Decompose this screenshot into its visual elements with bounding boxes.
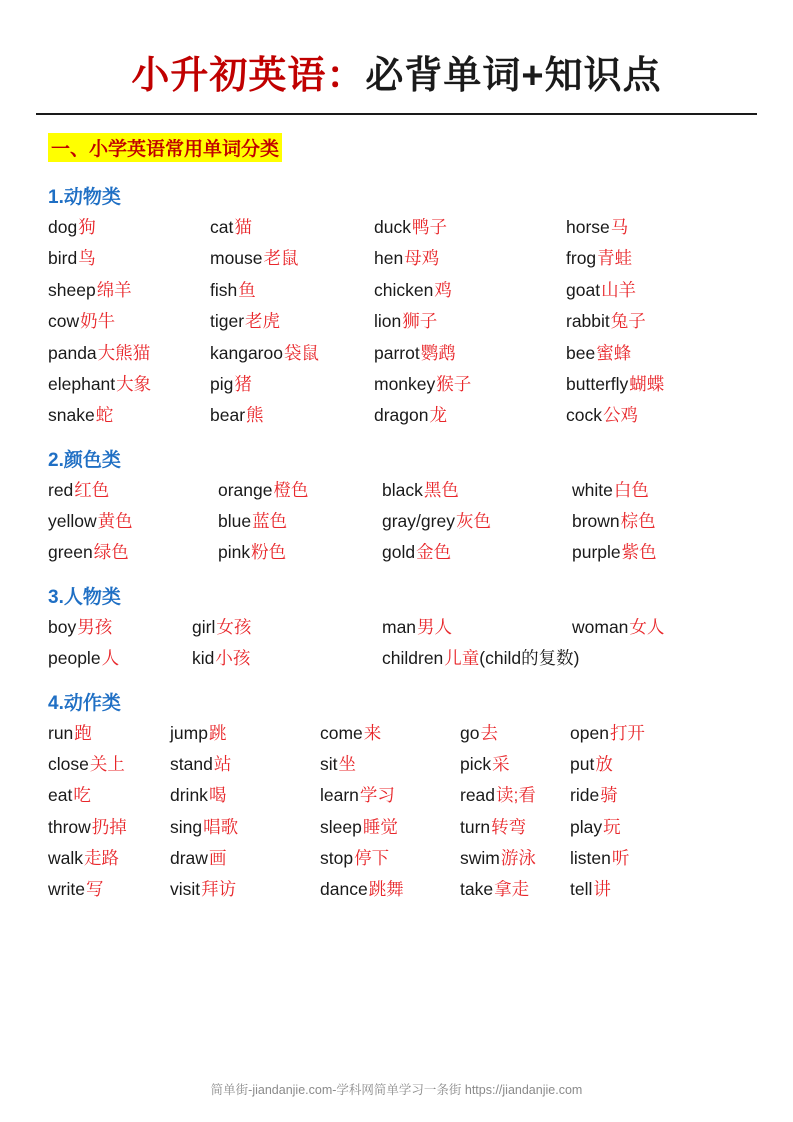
word-cn: 蜜蜂 bbox=[596, 342, 632, 363]
word-cn: 讲 bbox=[593, 879, 611, 900]
word-entry bbox=[48, 478, 218, 503]
word-cn: 吃 bbox=[73, 785, 91, 806]
word-entry bbox=[566, 403, 746, 428]
word-entry bbox=[382, 509, 572, 534]
word-en: eat bbox=[48, 785, 73, 806]
word-entry bbox=[48, 309, 210, 334]
word-en: take bbox=[460, 879, 494, 900]
word-cn: 老鼠 bbox=[263, 248, 299, 269]
word-en: stop bbox=[320, 848, 354, 868]
word-cn: 采 bbox=[492, 753, 510, 774]
word-cn: 人 bbox=[101, 648, 120, 669]
word-en: come bbox=[320, 722, 363, 743]
group-heading: 4.动作类 bbox=[48, 692, 121, 714]
word-cn: 蝴蝶 bbox=[629, 373, 665, 394]
word-cn: 猪 bbox=[234, 373, 252, 394]
word-cn: 鹦鹉 bbox=[420, 342, 456, 363]
word-cn: 读;看 bbox=[496, 785, 536, 806]
word-entry bbox=[170, 752, 320, 777]
word-entry bbox=[570, 815, 700, 840]
word-cn: 山羊 bbox=[601, 279, 637, 300]
word-cn: 写 bbox=[85, 879, 104, 900]
word-entry bbox=[48, 846, 170, 871]
word-entry bbox=[374, 341, 566, 366]
word-entry bbox=[374, 309, 566, 334]
word-cn: 蓝色 bbox=[252, 511, 288, 531]
word-entry bbox=[170, 721, 320, 746]
word-en: bird bbox=[48, 248, 78, 269]
word-entry bbox=[374, 246, 566, 271]
word-cn: 老虎 bbox=[245, 311, 281, 332]
word-entry bbox=[48, 372, 210, 397]
word-entry bbox=[170, 846, 320, 871]
title-divider bbox=[36, 113, 757, 115]
word-entry bbox=[320, 783, 460, 808]
word-entry bbox=[48, 815, 170, 840]
word-en: cat bbox=[210, 217, 234, 237]
word-cn: 去 bbox=[480, 722, 498, 743]
word-group bbox=[36, 582, 757, 672]
word-entry bbox=[48, 783, 170, 808]
word-row bbox=[48, 846, 757, 871]
word-cn: 兔子 bbox=[610, 311, 646, 332]
word-entry bbox=[570, 783, 700, 808]
group-rows bbox=[48, 615, 757, 672]
word-en: pig bbox=[210, 373, 234, 394]
word-row bbox=[48, 877, 757, 902]
word-en: kid bbox=[192, 648, 215, 669]
word-en: jump bbox=[170, 722, 208, 743]
word-cn: 橙色 bbox=[273, 479, 309, 500]
word-row bbox=[48, 615, 757, 640]
word-cn: 拜访 bbox=[201, 879, 237, 900]
word-cn: 玩 bbox=[603, 816, 621, 837]
word-en: fish bbox=[210, 279, 238, 300]
word-en: blue bbox=[218, 511, 252, 531]
word-entry bbox=[48, 615, 192, 640]
word-entry bbox=[382, 478, 572, 503]
word-entry bbox=[320, 815, 460, 840]
word-en: swim bbox=[460, 848, 500, 868]
word-entry bbox=[170, 815, 320, 840]
word-row bbox=[48, 372, 757, 397]
word-cn: 绵羊 bbox=[96, 279, 132, 300]
word-entry bbox=[572, 540, 752, 565]
word-en: walk bbox=[48, 848, 84, 868]
word-cn: 游泳 bbox=[500, 848, 536, 868]
word-entry bbox=[320, 752, 460, 777]
word-en: gold bbox=[382, 542, 416, 563]
word-entry bbox=[566, 372, 746, 397]
word-en: sing bbox=[170, 816, 203, 837]
word-entry bbox=[374, 278, 566, 303]
word-cn: 听 bbox=[611, 848, 630, 868]
word-cn: 跳 bbox=[208, 722, 227, 743]
word-cn: 鱼 bbox=[238, 279, 256, 300]
word-cn: 青蛙 bbox=[597, 248, 633, 269]
word-entry bbox=[572, 509, 752, 534]
word-cn: 跑 bbox=[74, 722, 92, 743]
word-en: sleep bbox=[320, 816, 362, 837]
word-cn: 公鸡 bbox=[602, 405, 638, 426]
word-entry bbox=[570, 721, 700, 746]
word-entry bbox=[320, 846, 460, 871]
word-en: panda bbox=[48, 342, 97, 363]
word-entry bbox=[460, 815, 570, 840]
word-en: kangaroo bbox=[210, 342, 283, 363]
word-cn: 来 bbox=[363, 722, 382, 743]
word-cn: 马 bbox=[610, 217, 629, 237]
word-row bbox=[48, 509, 757, 534]
word-entry bbox=[566, 309, 746, 334]
word-cn: 小孩 bbox=[215, 648, 251, 669]
word-row bbox=[48, 246, 757, 271]
word-cn: 打开 bbox=[609, 722, 645, 743]
word-en: dance bbox=[320, 879, 368, 900]
word-cn: 奶牛 bbox=[80, 311, 116, 332]
word-row bbox=[48, 752, 757, 777]
word-cn: 猫 bbox=[234, 217, 252, 237]
word-en: lion bbox=[374, 311, 402, 332]
word-entry bbox=[170, 783, 320, 808]
word-entry bbox=[210, 341, 374, 366]
word-en: pink bbox=[218, 542, 251, 563]
word-entry bbox=[48, 341, 210, 366]
page-title-red: 小升初英语： bbox=[131, 55, 366, 97]
word-en: play bbox=[570, 816, 603, 837]
word-entry bbox=[382, 615, 572, 640]
word-en: dragon bbox=[374, 405, 429, 426]
word-entry bbox=[374, 403, 566, 428]
word-en: mouse bbox=[210, 248, 263, 269]
word-cn: 棕色 bbox=[620, 511, 656, 531]
word-cn: 黑色 bbox=[423, 479, 459, 500]
word-en: cow bbox=[48, 311, 80, 332]
word-en: red bbox=[48, 479, 74, 500]
word-cn: 关上 bbox=[89, 753, 125, 774]
word-cn: 跳舞 bbox=[368, 879, 404, 900]
word-entry bbox=[48, 246, 210, 271]
word-en: learn bbox=[320, 785, 359, 806]
word-entry bbox=[460, 752, 570, 777]
word-entry bbox=[382, 646, 580, 671]
word-entry bbox=[48, 646, 192, 671]
word-cn: 蛇 bbox=[95, 405, 114, 426]
word-group bbox=[36, 182, 757, 429]
word-en: brown bbox=[572, 511, 620, 531]
word-groups bbox=[36, 182, 757, 903]
word-en: run bbox=[48, 722, 74, 743]
word-row bbox=[48, 540, 757, 565]
word-entry bbox=[210, 215, 374, 240]
word-en: black bbox=[382, 479, 423, 500]
word-entry bbox=[566, 246, 746, 271]
word-group bbox=[36, 445, 757, 566]
word-en: green bbox=[48, 542, 93, 563]
word-entry bbox=[48, 752, 170, 777]
word-row bbox=[48, 215, 757, 240]
word-en: frog bbox=[566, 248, 597, 269]
word-en: rabbit bbox=[566, 311, 610, 332]
word-cn: 母鸡 bbox=[404, 248, 440, 269]
word-entry bbox=[460, 877, 570, 902]
section-heading: 一、小学英语常用单词分类 bbox=[48, 133, 282, 162]
word-entry bbox=[218, 478, 382, 503]
word-en: boy bbox=[48, 616, 77, 637]
word-en: parrot bbox=[374, 342, 420, 363]
word-entry bbox=[374, 372, 566, 397]
word-row bbox=[48, 646, 757, 671]
group-rows bbox=[48, 478, 757, 566]
word-row bbox=[48, 815, 757, 840]
word-entry bbox=[48, 540, 218, 565]
word-entry bbox=[48, 278, 210, 303]
word-row bbox=[48, 341, 757, 366]
word-en: orange bbox=[218, 479, 273, 500]
word-entry bbox=[460, 783, 570, 808]
word-cn: 紫色 bbox=[621, 542, 657, 563]
word-en: close bbox=[48, 753, 89, 774]
word-en: pick bbox=[460, 753, 492, 774]
word-cn: 喝 bbox=[208, 785, 227, 806]
word-en: draw bbox=[170, 848, 208, 868]
word-entry bbox=[192, 646, 382, 671]
word-en: monkey bbox=[374, 373, 436, 394]
word-cn: 大象 bbox=[116, 373, 152, 394]
word-en: girl bbox=[192, 616, 216, 637]
word-entry bbox=[210, 246, 374, 271]
word-cn: 鸭子 bbox=[411, 217, 447, 237]
word-entry bbox=[210, 403, 374, 428]
word-en: purple bbox=[572, 542, 621, 563]
word-cn: 红色 bbox=[74, 479, 110, 500]
word-entry bbox=[210, 309, 374, 334]
word-cn: 扔掉 bbox=[91, 816, 127, 837]
word-cn: 狗 bbox=[78, 217, 96, 237]
word-entry bbox=[48, 721, 170, 746]
word-en: elephant bbox=[48, 373, 116, 394]
word-row bbox=[48, 783, 757, 808]
word-entry bbox=[572, 615, 752, 640]
word-note: (child的复数) bbox=[479, 648, 580, 669]
group-heading: 1.动物类 bbox=[48, 187, 121, 208]
word-row bbox=[48, 721, 757, 746]
word-en: white bbox=[572, 479, 613, 500]
word-entry bbox=[320, 877, 460, 902]
word-cn: 绿色 bbox=[93, 542, 129, 563]
word-en: hen bbox=[374, 248, 404, 269]
word-cn: 猴子 bbox=[436, 373, 472, 394]
word-row bbox=[48, 478, 757, 503]
word-entry bbox=[566, 278, 746, 303]
word-en: cock bbox=[566, 405, 602, 426]
group-rows bbox=[48, 215, 757, 429]
word-cn: 女孩 bbox=[216, 616, 252, 637]
word-en: listen bbox=[570, 848, 611, 868]
word-cn: 学习 bbox=[359, 785, 395, 806]
word-en: sheep bbox=[48, 279, 96, 300]
word-en: bee bbox=[566, 342, 596, 363]
word-en: write bbox=[48, 879, 85, 900]
word-entry bbox=[48, 877, 170, 902]
word-entry bbox=[170, 877, 320, 902]
word-cn: 唱歌 bbox=[203, 816, 239, 837]
word-en: butterfly bbox=[566, 373, 629, 394]
word-en: sit bbox=[320, 753, 338, 774]
word-en: visit bbox=[170, 879, 201, 900]
word-entry bbox=[218, 509, 382, 534]
word-row bbox=[48, 403, 757, 428]
page-title bbox=[36, 44, 757, 99]
word-cn: 睡觉 bbox=[362, 816, 398, 837]
word-entry bbox=[460, 846, 570, 871]
word-entry bbox=[566, 215, 746, 240]
word-en: dog bbox=[48, 217, 78, 237]
footer-watermark: 简单街-jiandanjie.com-学科网简单学习一条街 https://jiandanjie.com bbox=[210, 1083, 583, 1097]
word-cn: 男人 bbox=[417, 616, 453, 637]
word-cn: 停下 bbox=[354, 848, 390, 868]
word-en: tell bbox=[570, 879, 593, 900]
word-entry bbox=[48, 403, 210, 428]
word-en: put bbox=[570, 753, 595, 774]
word-en: ride bbox=[570, 785, 600, 806]
word-cn: 转弯 bbox=[491, 816, 527, 837]
word-entry bbox=[460, 721, 570, 746]
word-cn: 鸡 bbox=[434, 279, 452, 300]
word-en: turn bbox=[460, 816, 491, 837]
word-entry bbox=[320, 721, 460, 746]
word-cn: 画 bbox=[208, 848, 227, 868]
page-title-black: 必背单词+知识点 bbox=[365, 55, 662, 97]
word-cn: 鸟 bbox=[78, 248, 96, 269]
word-entry bbox=[48, 215, 210, 240]
word-cn: 熊 bbox=[246, 405, 264, 426]
word-en: man bbox=[382, 616, 417, 637]
word-en: tiger bbox=[210, 311, 245, 332]
word-cn: 儿童 bbox=[444, 648, 480, 669]
word-cn: 龙 bbox=[429, 405, 447, 426]
word-cn: 狮子 bbox=[402, 311, 438, 332]
word-cn: 放 bbox=[595, 753, 613, 774]
word-cn: 女人 bbox=[629, 616, 665, 637]
word-en: open bbox=[570, 722, 609, 743]
word-entry bbox=[382, 540, 572, 565]
group-heading: 2.颜色类 bbox=[48, 449, 121, 471]
word-en: go bbox=[460, 722, 480, 743]
word-en: duck bbox=[374, 217, 411, 237]
word-entry bbox=[192, 615, 382, 640]
group-heading: 3.人物类 bbox=[48, 586, 121, 608]
word-cn: 骑 bbox=[600, 785, 618, 806]
word-entry bbox=[572, 478, 752, 503]
word-row bbox=[48, 309, 757, 334]
word-cn: 灰色 bbox=[455, 511, 491, 531]
word-entry bbox=[210, 278, 374, 303]
word-en: children bbox=[382, 648, 444, 669]
word-en: throw bbox=[48, 816, 91, 837]
word-en: bear bbox=[210, 405, 246, 426]
word-row bbox=[48, 278, 757, 303]
word-cn: 走路 bbox=[84, 848, 120, 868]
word-cn: 黄色 bbox=[97, 511, 133, 531]
word-entry bbox=[218, 540, 382, 565]
word-en: goat bbox=[566, 279, 601, 300]
group-rows bbox=[48, 721, 757, 903]
word-entry bbox=[570, 877, 700, 902]
word-cn: 袋鼠 bbox=[283, 342, 319, 363]
word-cn: 拿走 bbox=[494, 879, 530, 900]
word-en: drink bbox=[170, 785, 208, 806]
word-en: stand bbox=[170, 753, 213, 774]
word-entry bbox=[566, 341, 746, 366]
word-cn: 站 bbox=[213, 753, 232, 774]
word-cn: 粉色 bbox=[251, 542, 287, 563]
word-cn: 金色 bbox=[416, 542, 452, 563]
word-cn: 大熊猫 bbox=[97, 342, 151, 363]
word-entry bbox=[374, 215, 566, 240]
word-en: yellow bbox=[48, 511, 97, 531]
word-cn: 白色 bbox=[613, 479, 649, 500]
word-entry bbox=[210, 372, 374, 397]
word-en: read bbox=[460, 785, 496, 806]
word-en: chicken bbox=[374, 279, 434, 300]
word-en: people bbox=[48, 648, 101, 669]
word-en: woman bbox=[572, 616, 629, 637]
word-cn: 坐 bbox=[338, 753, 356, 774]
word-entry bbox=[570, 846, 700, 871]
word-entry bbox=[48, 509, 218, 534]
word-en: snake bbox=[48, 405, 95, 426]
word-en: horse bbox=[566, 217, 610, 237]
word-group bbox=[36, 688, 757, 903]
word-en: gray/grey bbox=[382, 511, 455, 531]
word-cn: 男孩 bbox=[77, 616, 113, 637]
word-entry bbox=[570, 752, 700, 777]
